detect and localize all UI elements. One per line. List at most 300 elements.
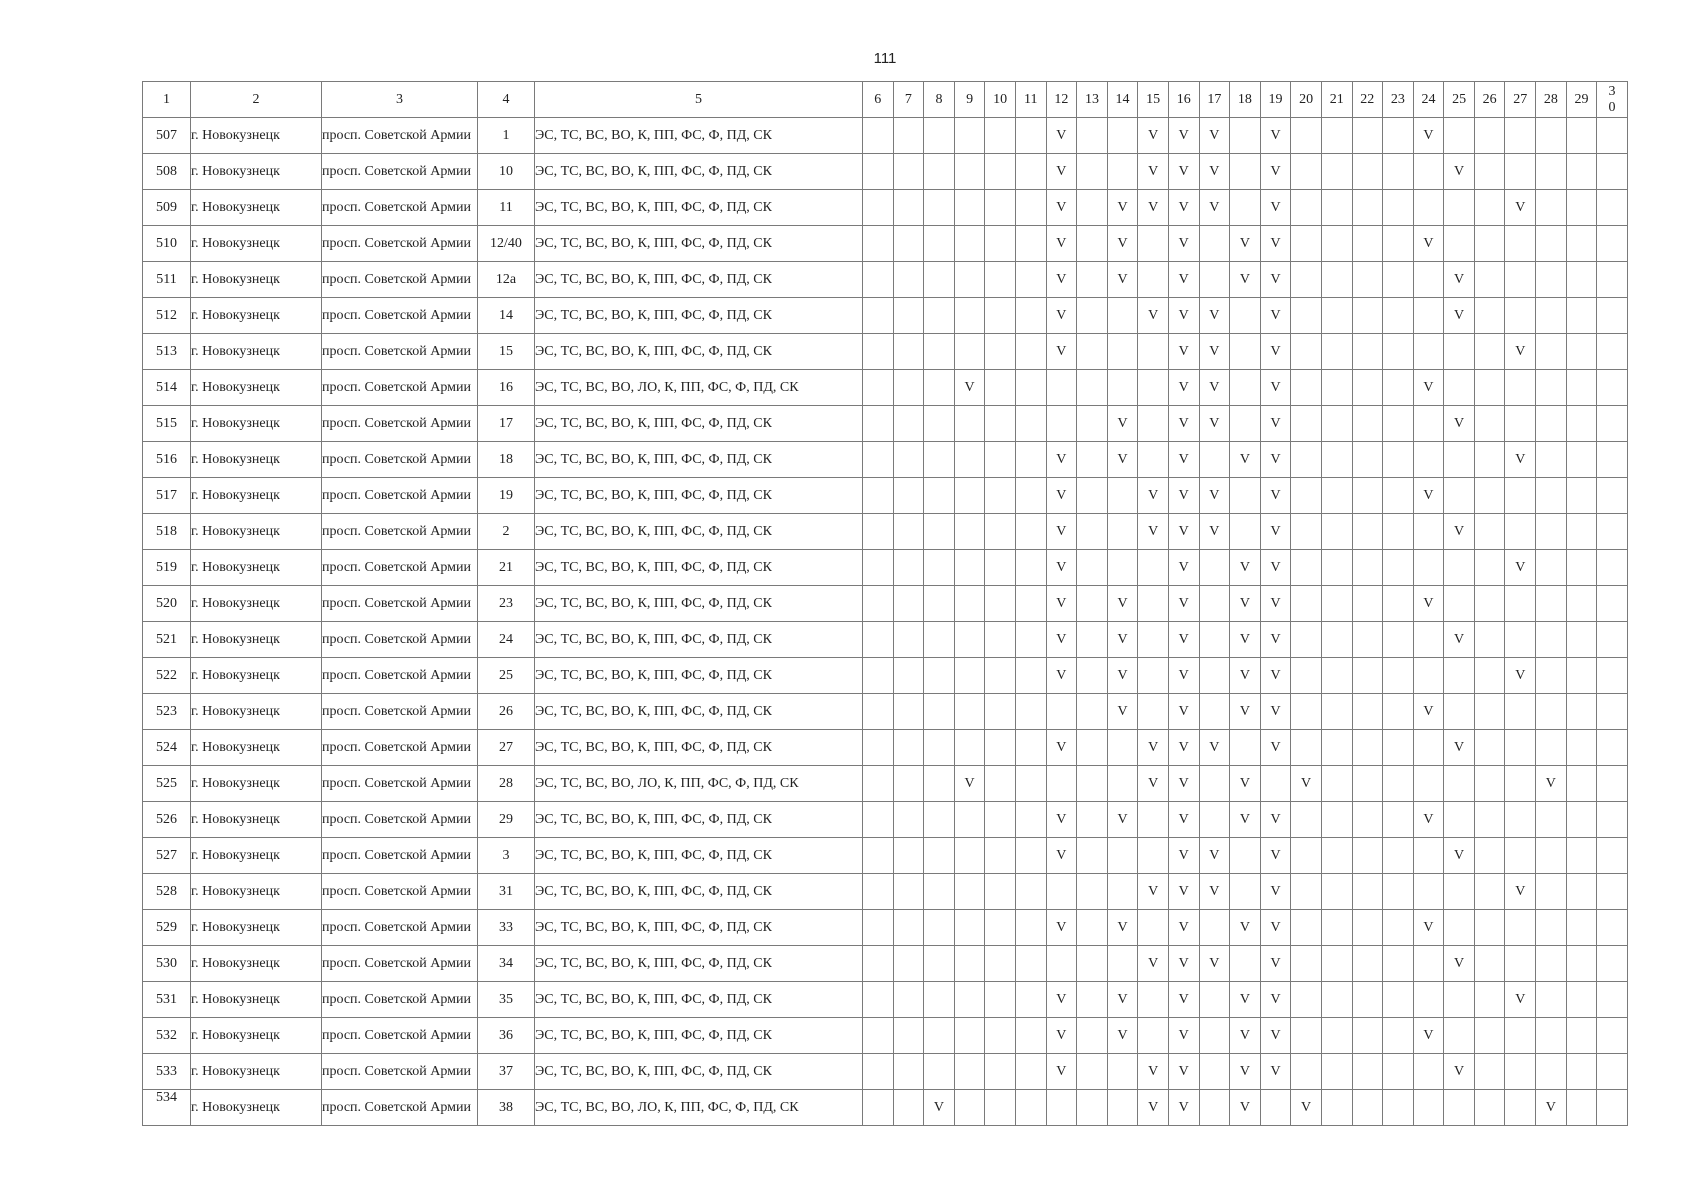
- mark-cell-col-30: [1597, 946, 1628, 982]
- mark-cell-col-25: [1444, 334, 1475, 370]
- mark-cell-col-22: [1352, 766, 1383, 802]
- mark-cell-col-24: [1413, 622, 1444, 658]
- mark-cell-col-26: [1474, 550, 1505, 586]
- register-table: [142, 81, 1628, 1126]
- mark-cell-col-7: [893, 226, 924, 262]
- mark-cell-col-22: [1352, 1090, 1383, 1126]
- mark-cell-col-16: [1168, 406, 1199, 442]
- city-cell: г. Новокузнецк: [191, 802, 322, 838]
- mark-cell-col-17: [1199, 262, 1230, 298]
- mark-cell-col-6: [863, 478, 894, 514]
- mark-cell-col-23: [1383, 802, 1414, 838]
- services-cell: ЭС, ТС, ВС, ВО, К, ПП, ФС, Ф, ПД, СК: [535, 910, 863, 946]
- table-row: [143, 262, 1628, 298]
- mark-cell-col-18: [1230, 946, 1261, 982]
- mark-cell-col-19: [1260, 442, 1291, 478]
- mark-cell-col-12: [1046, 406, 1077, 442]
- check-mark: V: [1148, 127, 1159, 143]
- mark-cell-col-22: [1352, 262, 1383, 298]
- column-header-20: 20: [1291, 82, 1322, 118]
- mark-cell-col-17: [1199, 190, 1230, 226]
- mark-cell-col-12: [1046, 838, 1077, 874]
- mark-cell-col-11: [1015, 586, 1046, 622]
- row-number-cell: 511: [143, 262, 191, 298]
- mark-cell-col-24: [1413, 766, 1444, 802]
- mark-cell-col-6: [863, 298, 894, 334]
- column-header-29: 29: [1566, 82, 1597, 118]
- mark-cell-col-30: [1597, 370, 1628, 406]
- mark-cell-col-6: [863, 838, 894, 874]
- house-number-cell: 3: [478, 838, 535, 874]
- mark-cell-col-23: [1383, 154, 1414, 190]
- mark-cell-col-14: [1107, 1054, 1138, 1090]
- mark-cell-col-14: [1107, 190, 1138, 226]
- mark-cell-col-20: [1291, 622, 1322, 658]
- mark-cell-col-30: [1597, 1090, 1628, 1126]
- mark-cell-col-26: [1474, 154, 1505, 190]
- check-mark: V: [1423, 487, 1434, 503]
- mark-cell-col-17: [1199, 982, 1230, 1018]
- services-cell: ЭС, ТС, ВС, ВО, ЛО, К, ПП, ФС, Ф, ПД, СК: [535, 370, 863, 406]
- services-cell: ЭС, ТС, ВС, ВО, К, ПП, ФС, Ф, ПД, СК: [535, 838, 863, 874]
- mark-cell-col-16: [1168, 1090, 1199, 1126]
- mark-cell-col-25: [1444, 1090, 1475, 1126]
- check-mark: V: [1423, 379, 1434, 395]
- check-mark: V: [1545, 775, 1556, 791]
- mark-cell-col-27: [1505, 982, 1536, 1018]
- check-mark: V: [1056, 559, 1067, 575]
- services-cell: ЭС, ТС, ВС, ВО, К, ПП, ФС, Ф, ПД, СК: [535, 118, 863, 154]
- mark-cell-col-10: [985, 622, 1016, 658]
- mark-cell-col-18: [1230, 118, 1261, 154]
- check-mark: V: [1056, 847, 1067, 863]
- mark-cell-col-13: [1077, 478, 1108, 514]
- row-number-cell: 510: [143, 226, 191, 262]
- column-header-1: 1: [143, 82, 191, 118]
- mark-cell-col-19: [1260, 910, 1291, 946]
- mark-cell-col-17: [1199, 1054, 1230, 1090]
- street-cell: просп. Советской Армии: [322, 1018, 478, 1054]
- mark-cell-col-9: [954, 226, 985, 262]
- mark-cell-col-11: [1015, 910, 1046, 946]
- check-mark: V: [933, 1099, 945, 1115]
- mark-cell-col-29: [1566, 550, 1597, 586]
- mark-cell-col-28: [1536, 478, 1567, 514]
- mark-cell-col-28: [1536, 154, 1567, 190]
- mark-cell-col-23: [1383, 226, 1414, 262]
- mark-cell-col-7: [893, 874, 924, 910]
- column-header-9: 9: [954, 82, 985, 118]
- mark-cell-col-16: [1168, 622, 1199, 658]
- mark-cell-col-13: [1077, 370, 1108, 406]
- street-cell: просп. Советской Армии: [322, 334, 478, 370]
- city-cell: г. Новокузнецк: [191, 658, 322, 694]
- check-mark: V: [1056, 163, 1067, 179]
- mark-cell-col-29: [1566, 766, 1597, 802]
- street-cell: просп. Советской Армии: [322, 190, 478, 226]
- mark-cell-col-19: [1260, 406, 1291, 442]
- mark-cell-col-6: [863, 190, 894, 226]
- mark-cell-col-15: [1138, 766, 1169, 802]
- mark-cell-col-24: [1413, 550, 1444, 586]
- mark-cell-col-24: [1413, 226, 1444, 262]
- check-mark: V: [1178, 127, 1189, 143]
- mark-cell-col-21: [1321, 802, 1352, 838]
- mark-cell-col-10: [985, 766, 1016, 802]
- mark-cell-col-21: [1321, 118, 1352, 154]
- house-number-cell: 12/40: [478, 226, 535, 262]
- mark-cell-col-11: [1015, 370, 1046, 406]
- mark-cell-col-7: [893, 550, 924, 586]
- check-mark: V: [1056, 343, 1067, 359]
- mark-cell-col-14: [1107, 154, 1138, 190]
- mark-cell-col-8: [924, 154, 955, 190]
- row-number-cell: 528: [143, 874, 191, 910]
- mark-cell-col-29: [1566, 802, 1597, 838]
- mark-cell-col-18: [1230, 766, 1261, 802]
- mark-cell-col-24: [1413, 1018, 1444, 1054]
- mark-cell-col-15: [1138, 154, 1169, 190]
- mark-cell-col-13: [1077, 118, 1108, 154]
- mark-cell-col-23: [1383, 298, 1414, 334]
- check-mark: V: [1056, 595, 1067, 611]
- mark-cell-col-30: [1597, 298, 1628, 334]
- mark-cell-col-14: [1107, 694, 1138, 730]
- mark-cell-col-7: [893, 658, 924, 694]
- mark-cell-col-6: [863, 622, 894, 658]
- check-mark: V: [1270, 307, 1281, 323]
- check-mark: V: [1117, 667, 1128, 683]
- mark-cell-col-20: [1291, 658, 1322, 694]
- mark-cell-col-25: [1444, 226, 1475, 262]
- mark-cell-col-22: [1352, 730, 1383, 766]
- mark-cell-col-29: [1566, 334, 1597, 370]
- check-mark: V: [1117, 1027, 1128, 1043]
- mark-cell-col-29: [1566, 874, 1597, 910]
- mark-cell-col-25: [1444, 442, 1475, 478]
- mark-cell-col-19: [1260, 514, 1291, 550]
- mark-cell-col-19: [1260, 586, 1291, 622]
- check-mark: V: [1056, 919, 1067, 935]
- check-mark: V: [1148, 955, 1159, 971]
- check-mark: V: [1270, 415, 1281, 431]
- mark-cell-col-6: [863, 154, 894, 190]
- mark-cell-col-12: [1046, 370, 1077, 406]
- mark-cell-col-7: [893, 262, 924, 298]
- mark-cell-col-23: [1383, 190, 1414, 226]
- mark-cell-col-27: [1505, 946, 1536, 982]
- mark-cell-col-28: [1536, 118, 1567, 154]
- check-mark: V: [1270, 199, 1281, 215]
- row-number-cell: 515: [143, 406, 191, 442]
- city-cell: г. Новокузнецк: [191, 730, 322, 766]
- mark-cell-col-20: [1291, 442, 1322, 478]
- mark-cell-col-22: [1352, 910, 1383, 946]
- mark-cell-col-20: [1291, 370, 1322, 406]
- mark-cell-col-28: [1536, 622, 1567, 658]
- mark-cell-col-21: [1321, 730, 1352, 766]
- mark-cell-col-6: [863, 946, 894, 982]
- table-row: [143, 622, 1628, 658]
- services-cell: ЭС, ТС, ВС, ВО, К, ПП, ФС, Ф, ПД, СК: [535, 694, 863, 730]
- mark-cell-col-29: [1566, 514, 1597, 550]
- mark-cell-col-9: [954, 298, 985, 334]
- mark-cell-col-10: [985, 802, 1016, 838]
- city-cell: г. Новокузнецк: [191, 334, 322, 370]
- mark-cell-col-29: [1566, 1090, 1597, 1126]
- mark-cell-col-30: [1597, 586, 1628, 622]
- mark-cell-col-21: [1321, 910, 1352, 946]
- mark-cell-col-23: [1383, 586, 1414, 622]
- mark-cell-col-21: [1321, 334, 1352, 370]
- mark-cell-col-16: [1168, 442, 1199, 478]
- mark-cell-col-8: [924, 406, 955, 442]
- mark-cell-col-28: [1536, 946, 1567, 982]
- mark-cell-col-29: [1566, 982, 1597, 1018]
- mark-cell-col-6: [863, 514, 894, 550]
- column-header-28: 28: [1536, 82, 1567, 118]
- mark-cell-col-8: [924, 766, 955, 802]
- mark-cell-col-21: [1321, 1090, 1352, 1126]
- mark-cell-col-8: [924, 1090, 955, 1126]
- mark-cell-col-22: [1352, 298, 1383, 334]
- check-mark: V: [1178, 739, 1189, 755]
- mark-cell-col-29: [1566, 154, 1597, 190]
- mark-cell-col-22: [1352, 118, 1383, 154]
- check-mark: V: [1239, 1063, 1250, 1079]
- mark-cell-col-18: [1230, 514, 1261, 550]
- mark-cell-col-19: [1260, 658, 1291, 694]
- mark-cell-col-7: [893, 1090, 924, 1126]
- mark-cell-col-22: [1352, 406, 1383, 442]
- mark-cell-col-17: [1199, 946, 1230, 982]
- mark-cell-col-14: [1107, 550, 1138, 586]
- mark-cell-col-14: [1107, 226, 1138, 262]
- check-mark: V: [964, 379, 975, 395]
- mark-cell-col-28: [1536, 910, 1567, 946]
- mark-cell-col-21: [1321, 1018, 1352, 1054]
- house-number-cell: 29: [478, 802, 535, 838]
- mark-cell-col-14: [1107, 118, 1138, 154]
- mark-cell-col-19: [1260, 694, 1291, 730]
- mark-cell-col-24: [1413, 874, 1444, 910]
- mark-cell-col-29: [1566, 190, 1597, 226]
- services-cell: ЭС, ТС, ВС, ВО, К, ПП, ФС, Ф, ПД, СК: [535, 406, 863, 442]
- check-mark: V: [1454, 163, 1465, 179]
- table-row: [143, 658, 1628, 694]
- mark-cell-col-25: [1444, 1054, 1475, 1090]
- mark-cell-col-30: [1597, 334, 1628, 370]
- mark-cell-col-14: [1107, 802, 1138, 838]
- check-mark: V: [1270, 595, 1281, 611]
- mark-cell-col-25: [1444, 154, 1475, 190]
- column-header-16: 16: [1168, 82, 1199, 118]
- mark-cell-col-18: [1230, 1018, 1261, 1054]
- check-mark: V: [1209, 379, 1220, 395]
- mark-cell-col-25: [1444, 514, 1475, 550]
- mark-cell-col-29: [1566, 478, 1597, 514]
- check-mark: V: [1148, 487, 1159, 503]
- mark-cell-col-16: [1168, 838, 1199, 874]
- check-mark: V: [1270, 883, 1281, 899]
- mark-cell-col-22: [1352, 442, 1383, 478]
- mark-cell-col-26: [1474, 262, 1505, 298]
- check-mark: V: [1270, 1027, 1281, 1043]
- mark-cell-col-21: [1321, 874, 1352, 910]
- check-mark: V: [1209, 199, 1220, 215]
- mark-cell-col-12: [1046, 1090, 1077, 1126]
- mark-cell-col-15: [1138, 1090, 1169, 1126]
- mark-cell-col-22: [1352, 1018, 1383, 1054]
- mark-cell-col-18: [1230, 982, 1261, 1018]
- mark-cell-col-26: [1474, 730, 1505, 766]
- mark-cell-col-11: [1015, 190, 1046, 226]
- mark-cell-col-20: [1291, 514, 1322, 550]
- mark-cell-col-24: [1413, 586, 1444, 622]
- check-mark: V: [1239, 667, 1250, 683]
- mark-cell-col-21: [1321, 298, 1352, 334]
- mark-cell-col-12: [1046, 334, 1077, 370]
- mark-cell-col-22: [1352, 946, 1383, 982]
- column-header-6: 6: [863, 82, 894, 118]
- mark-cell-col-18: [1230, 550, 1261, 586]
- house-number-cell: 17: [478, 406, 535, 442]
- mark-cell-col-23: [1383, 478, 1414, 514]
- mark-cell-col-9: [954, 1054, 985, 1090]
- check-mark: V: [1545, 1099, 1556, 1115]
- column-header-25: 25: [1444, 82, 1475, 118]
- check-mark: V: [1178, 883, 1189, 899]
- street-cell: просп. Советской Армии: [322, 910, 478, 946]
- mark-cell-col-29: [1566, 226, 1597, 262]
- mark-cell-col-8: [924, 802, 955, 838]
- mark-cell-col-17: [1199, 658, 1230, 694]
- mark-cell-col-26: [1474, 442, 1505, 478]
- mark-cell-col-24: [1413, 190, 1444, 226]
- row-number-cell: 525: [143, 766, 191, 802]
- check-mark: V: [1209, 955, 1220, 971]
- check-mark: V: [1454, 307, 1465, 323]
- mark-cell-col-20: [1291, 910, 1322, 946]
- mark-cell-col-13: [1077, 226, 1108, 262]
- mark-cell-col-8: [924, 262, 955, 298]
- row-number-cell: 517: [143, 478, 191, 514]
- mark-cell-col-7: [893, 118, 924, 154]
- mark-cell-col-17: [1199, 154, 1230, 190]
- mark-cell-col-28: [1536, 514, 1567, 550]
- mark-cell-col-18: [1230, 406, 1261, 442]
- column-header-21: 21: [1321, 82, 1352, 118]
- mark-cell-col-26: [1474, 370, 1505, 406]
- mark-cell-col-29: [1566, 298, 1597, 334]
- mark-cell-col-18: [1230, 694, 1261, 730]
- check-mark: V: [1270, 487, 1281, 503]
- mark-cell-col-25: [1444, 406, 1475, 442]
- city-cell: г. Новокузнецк: [191, 946, 322, 982]
- mark-cell-col-15: [1138, 190, 1169, 226]
- mark-cell-col-11: [1015, 406, 1046, 442]
- mark-cell-col-26: [1474, 1090, 1505, 1126]
- mark-cell-col-18: [1230, 334, 1261, 370]
- mark-cell-col-14: [1107, 514, 1138, 550]
- check-mark: V: [1454, 415, 1465, 431]
- mark-cell-col-27: [1505, 262, 1536, 298]
- mark-cell-col-10: [985, 370, 1016, 406]
- check-mark: V: [1178, 307, 1189, 323]
- mark-cell-col-30: [1597, 550, 1628, 586]
- check-mark: V: [1117, 991, 1128, 1007]
- column-header-10: 10: [985, 82, 1016, 118]
- mark-cell-col-23: [1383, 910, 1414, 946]
- mark-cell-col-8: [924, 514, 955, 550]
- check-mark: V: [1117, 631, 1128, 647]
- row-number-cell: 509: [143, 190, 191, 226]
- mark-cell-col-14: [1107, 262, 1138, 298]
- table-row: [143, 910, 1628, 946]
- mark-cell-col-8: [924, 478, 955, 514]
- mark-cell-col-18: [1230, 190, 1261, 226]
- mark-cell-col-8: [924, 1018, 955, 1054]
- mark-cell-col-7: [893, 802, 924, 838]
- mark-cell-col-26: [1474, 118, 1505, 154]
- mark-cell-col-12: [1046, 874, 1077, 910]
- mark-cell-col-15: [1138, 550, 1169, 586]
- mark-cell-col-13: [1077, 694, 1108, 730]
- mark-cell-col-28: [1536, 586, 1567, 622]
- mark-cell-col-10: [985, 406, 1016, 442]
- mark-cell-col-12: [1046, 946, 1077, 982]
- mark-cell-col-6: [863, 262, 894, 298]
- mark-cell-col-15: [1138, 910, 1169, 946]
- mark-cell-col-17: [1199, 478, 1230, 514]
- city-cell: г. Новокузнецк: [191, 154, 322, 190]
- mark-cell-col-25: [1444, 118, 1475, 154]
- check-mark: V: [1209, 343, 1220, 359]
- services-cell: ЭС, ТС, ВС, ВО, К, ПП, ФС, Ф, ПД, СК: [535, 154, 863, 190]
- table-row: [143, 982, 1628, 1018]
- mark-cell-col-24: [1413, 1054, 1444, 1090]
- mark-cell-col-6: [863, 586, 894, 622]
- check-mark: V: [1270, 847, 1281, 863]
- mark-cell-col-15: [1138, 262, 1169, 298]
- check-mark: V: [1056, 127, 1067, 143]
- mark-cell-col-7: [893, 370, 924, 406]
- mark-cell-col-14: [1107, 1090, 1138, 1126]
- mark-cell-col-18: [1230, 298, 1261, 334]
- mark-cell-col-16: [1168, 370, 1199, 406]
- street-cell: просп. Советской Армии: [322, 370, 478, 406]
- mark-cell-col-19: [1260, 766, 1291, 802]
- services-cell: ЭС, ТС, ВС, ВО, К, ПП, ФС, Ф, ПД, СК: [535, 946, 863, 982]
- check-mark: V: [1515, 199, 1526, 215]
- mark-cell-col-27: [1505, 118, 1536, 154]
- mark-cell-col-6: [863, 802, 894, 838]
- services-cell: ЭС, ТС, ВС, ВО, К, ПП, ФС, Ф, ПД, СК: [535, 334, 863, 370]
- mark-cell-col-30: [1597, 802, 1628, 838]
- mark-cell-col-11: [1015, 478, 1046, 514]
- mark-cell-col-28: [1536, 298, 1567, 334]
- mark-cell-col-19: [1260, 154, 1291, 190]
- mark-cell-col-6: [863, 442, 894, 478]
- services-cell: ЭС, ТС, ВС, ВО, К, ПП, ФС, Ф, ПД, СК: [535, 226, 863, 262]
- mark-cell-col-25: [1444, 370, 1475, 406]
- mark-cell-col-20: [1291, 118, 1322, 154]
- mark-cell-col-30: [1597, 514, 1628, 550]
- street-cell: просп. Советской Армии: [322, 550, 478, 586]
- check-mark: V: [1515, 559, 1526, 575]
- row-number-cell: 521: [143, 622, 191, 658]
- mark-cell-col-16: [1168, 586, 1199, 622]
